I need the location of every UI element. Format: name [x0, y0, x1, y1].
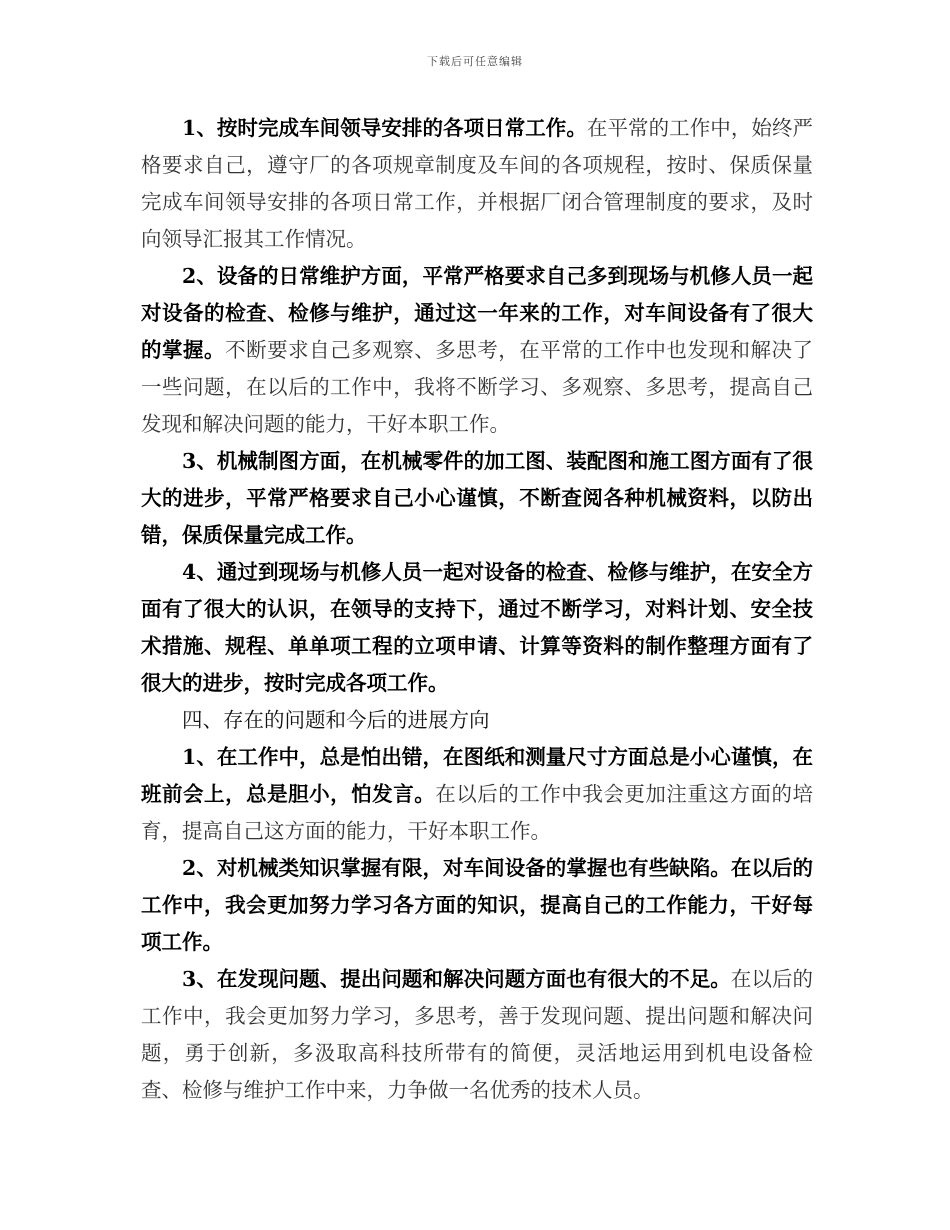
paragraph-4-bold: 4、通过到现场与机修人员一起对设备的检查、检修与维护，在安全方面有了很大的认识，在领导的支持下，通过不断学习，对料计划、安全技术措施、规程、单单项工程的立项申请、计算等资料的制作整理方面有了很大的进步，按时完成各项工作。 — [141, 560, 813, 695]
paragraph-2-normal: 不断要求自己多观察、多思考，在平常的工作中也发现和解决了一些问题，在以后的工作中，我将不断学习、多观察、多思考，提高自己发现和解决问题的能力，干好本职工作。 — [141, 338, 814, 436]
page-header: 下载后可任意编辑 — [427, 55, 523, 68]
paragraph-4 — [141, 554, 813, 702]
paragraph-7 — [141, 961, 813, 1109]
section-heading-text: 四、存在的问题和今后的进展方向 — [182, 708, 490, 732]
paragraph-1 — [141, 110, 813, 258]
paragraph-2 — [141, 258, 813, 443]
paragraph-1-normal: 在平常的工作中，始终严格要求自己，遵守厂的各项规章制度及车间的各项规程，按时、保质保量完成车间领导安排的各项日常工作，并根据厂闭合管理制度的要求，及时向领导汇报其工作情况。 — [141, 116, 813, 251]
paragraph-6-bold: 2、对机械类知识掌握有限，对车间设备的掌握也有些缺陷。在以后的工作中，我会更加努力学习各方面的知识，提高自己的工作能力，干好每项工作。 — [141, 856, 813, 954]
paragraph-7-bold: 3、在发现问题、提出问题和解决问题方面也有很大的不足。 — [182, 967, 731, 991]
paragraph-1-bold: 1、按时完成车间领导安排的各项日常工作。 — [182, 116, 587, 140]
paragraph-5-bold: 1、在工作中，总是怕出错，在图纸和测量尺寸方面总是小心谨慎，在班前会上，总是胆小，怕发言。 — [141, 745, 813, 806]
document-body — [141, 110, 813, 1109]
paragraph-6 — [141, 850, 813, 961]
paragraph-3-bold: 3、机械制图方面，在机械零件的加工图、装配图和施工图方面有了很大的进步，平常严格要求自己小心谨慎，不断查阅各种机械资料，以防出错，保质保量完成工作。 — [141, 449, 813, 547]
paragraph-2-bold: 2、设备的日常维护方面，平常严格要求自己多到现场与机修人员一起对设备的检查、检修与维护，通过这一年来的工作，对车间设备有了很大的掌握。 — [141, 264, 813, 362]
paragraph-7-normal: 在以后的工作中，我会更加努力学习，多思考，善于发现问题、提出问题和解决问题，勇于创新，多汲取高科技所带有的简便，灵活地运用到机电设备检查、检修与维护工作中来，力争做一名优秀的技术人员。 — [141, 967, 814, 1102]
paragraph-5 — [141, 739, 813, 850]
section-heading — [141, 702, 813, 739]
paragraph-3 — [141, 443, 813, 554]
paragraph-5-normal: 在以后的工作中我会更加注重这方面的培育，提高自己这方面的能力，干好本职工作。 — [141, 782, 814, 843]
